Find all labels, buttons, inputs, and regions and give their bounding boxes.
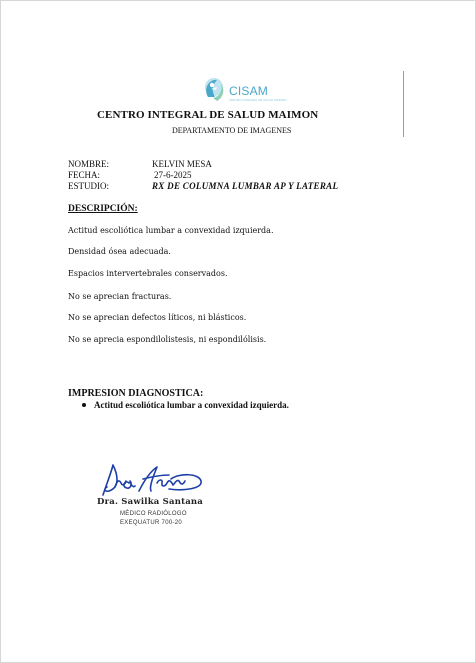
finding-item: Espacios intervertebrales conservados. — [68, 269, 228, 278]
date-value: 27-6-2025 — [154, 170, 192, 180]
date-label: FECHA: — [68, 170, 101, 180]
impression-item: Actitud escoliótica lumbar a convexidad izquierda. — [94, 400, 289, 410]
study-value: RX DE COLUMNA LUMBAR AP Y LATERAL — [152, 181, 339, 191]
finding-item: No se aprecia espondilolistesis, ni espondilólisis. — [68, 335, 267, 344]
impression-list — [82, 400, 289, 410]
department-title: DEPARTAMENTO DE IMAGENES — [172, 126, 292, 135]
signer-title: MÉDICO RADIÓLOGO — [120, 511, 187, 517]
logo-text: CISAM — [229, 84, 269, 98]
logo-icon — [199, 75, 229, 107]
name-label: NOMBRE: — [68, 159, 110, 169]
handwritten-signature — [99, 461, 205, 497]
description-heading: DESCRIPCIÓN: — [68, 204, 138, 214]
impression-heading: IMPRESION DIAGNOSTICA: — [68, 388, 204, 399]
cisam-logo — [199, 75, 291, 107]
finding-item: Actitud escoliótica lumbar a convexidad izquierda. — [68, 226, 274, 235]
margin-divider — [403, 71, 404, 137]
signer-exequatur: EXEQUATUR 700-20 — [120, 520, 183, 526]
finding-item: No se aprecian fracturas. — [68, 292, 172, 301]
bullet-icon — [82, 403, 86, 407]
study-label: ESTUDIO: — [68, 181, 109, 191]
finding-item: No se aprecian defectos líticos, ni blásticos. — [68, 313, 247, 322]
center-title: CENTRO INTEGRAL DE SALUD MAIMON — [97, 109, 319, 121]
signer-name: Dra. Sawilka Santana — [97, 497, 203, 507]
finding-item: Densidad ósea adecuada. — [68, 247, 171, 256]
name-value: KELVIN MESA — [152, 159, 212, 169]
logo-subtext: CENTRO INTEGRAL DE SALUD MAIMON — [229, 98, 287, 102]
